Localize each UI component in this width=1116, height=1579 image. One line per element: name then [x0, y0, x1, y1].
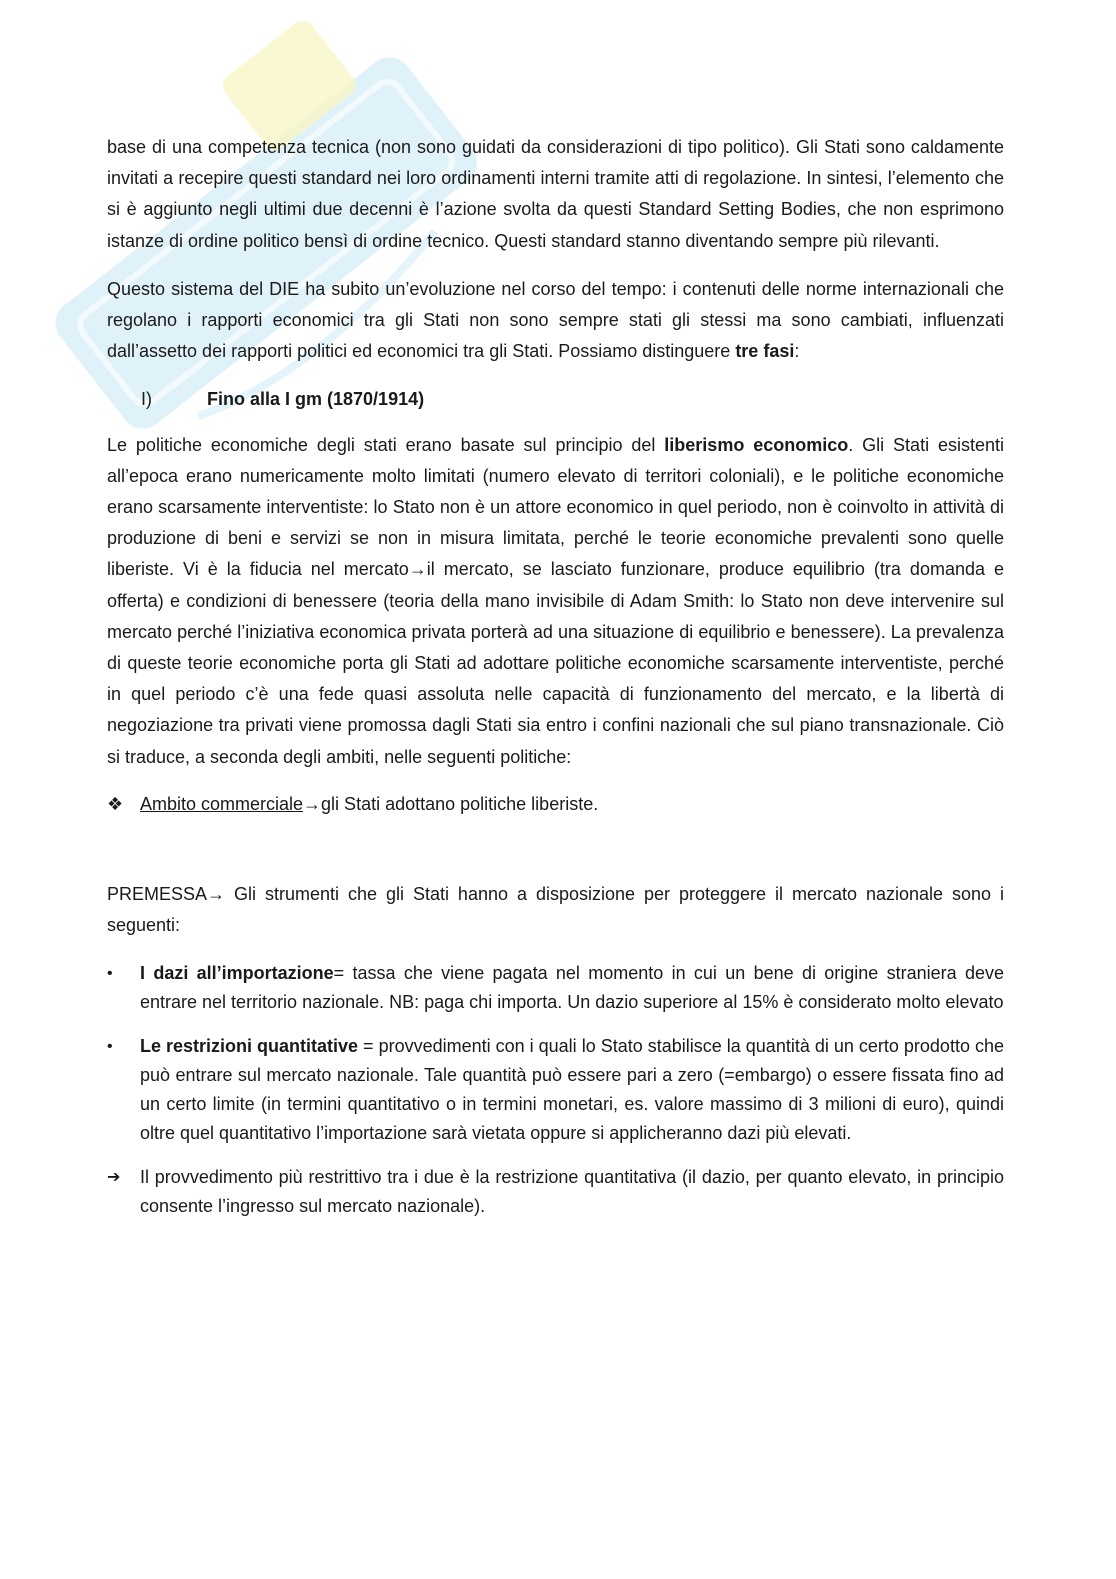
- paragraph-standard-setting: base di una competenza tecnica (non sono guidati da considerazioni di tipo politico). Gli Stati sono caldamente invitati a recepire questi standard nei loro ordinamenti interni tramite atti di regolazione. In sintesi, l’elemento che si è aggiunto negli ultimi due decenni è l’azione svolta da questi Standard Setting Bodies, che non esprimono istanze di ordine politico bensì di ordine tecnico. Questi standard stanno diventando sempre più rilevanti.: [107, 137, 1004, 251]
- list-item-dazi: • I dazi all’importazione= tassa che viene pagata nel momento in cui un bene di origine straniera deve entrare nel territorio nazionale. NB: paga chi importa. Un dazio superiore al 15% è considerato molto elevato: [107, 959, 1004, 1017]
- bold-tre-fasi: tre fasi: [735, 341, 795, 362]
- right-arrow-icon: →: [207, 884, 226, 905]
- paragraph-premessa: PREMESSA→ Gli strumenti che gli Stati hanno a disposizione per proteggere il mercato nazionale sono i seguenti:: [107, 884, 1004, 936]
- bold-restrizioni: Le restrizioni quantitative: [140, 1036, 359, 1057]
- arrow-bullet-icon: ➔: [107, 1169, 121, 1187]
- bold-liberismo-economico: liberismo economico: [664, 434, 849, 455]
- bold-dazi: I dazi all’importazione: [140, 963, 334, 984]
- section-heading-fase-1: [107, 384, 1004, 415]
- list-item-ambito-commerciale: ❖ Ambito commerciale→gli Stati adottano politiche liberiste.: [107, 789, 1004, 820]
- paragraph-evoluzione-die: Questo sistema del DIE ha subito un’evoluzione nel corso del tempo: i contenuti delle norme internazionali che regolano i rapporti economici tra gli Stati non sono sempre stati gli stessi ma sono cambiati, influenzati dall’assetto dei rapporti politici ed economici tra gli Stati. Possiamo distinguere tre fasi:: [107, 278, 1004, 362]
- right-arrow-icon: →: [303, 793, 322, 814]
- bullet-icon: •: [107, 965, 113, 983]
- diamond-bullet-icon: ❖: [107, 793, 124, 814]
- paragraph-liberismo: Le politiche economiche degli stati erano basate sul principio del liberismo economico. Gli Stati esistenti all’epoca erano numericamente molto limitati (numero elevato di territori coloniali), e le politiche economiche erano scarsamente interventiste: lo Stato non è un attore economico in quel periodo, non è coinvolto in attività di produzione di beni e servizi se non in misura limitata, perché le teorie economiche prevalenti sono quelle liberiste. Vi è la fiducia nel mercato→il mercato, se lasciato funzionare, produce equilibrio (tra domanda e offerta) e condizioni di benessere (teoria della mano invisibile di Adam Smith: lo Stato non deve intervenire sul mercato perché l’iniziativa economica privata porterà ad una situazione di equilibrio e benessere). La prevalenza di queste teorie economiche porta gli Stati ad adottare politiche economiche scarsamente interventiste, perché in quel periodo c’è una fede quasi assoluta nelle capacità di funzionamento del mercato, e la libertà di negoziazione tra privati viene promossa dagli Stati sia entro i confini nazionali che sul piano transnazionale. Ciò si traduce, a seconda degli ambiti, nelle seguenti politiche:: [107, 434, 1004, 767]
- right-arrow-icon: →: [408, 559, 427, 580]
- bullet-icon: •: [107, 1038, 113, 1056]
- heading-title: Fino alla I gm (1870/1914): [207, 389, 425, 410]
- heading-numeral: I): [141, 389, 152, 410]
- strumenti-list: [107, 959, 1004, 1221]
- underlined-ambito-commerciale: Ambito commerciale: [140, 793, 304, 814]
- list-item-conclusione: ➔ Il provvedimento più restrittivo tra i due è la restrizione quantitativa (il dazio, per quanto elevato, in principio consente l’ingresso sul mercato nazionale).: [107, 1163, 1004, 1221]
- list-item-restrizioni: • Le restrizioni quantitative = provvedimenti con i quali lo Stato stabilisce la quantità di un certo prodotto che può entrare sul mercato nazionale. Tale quantità può essere pari a zero (=embargo) o essere fissata fino ad un certo limite (in termini quantitativo o in termini monetari, es. valore massimo di 3 milioni di euro), quindi oltre quel quantitativo l’importazione sarà vietata oppure si applicheranno dazi più elevati.: [107, 1032, 1004, 1148]
- document-page: [107, 132, 1004, 1236]
